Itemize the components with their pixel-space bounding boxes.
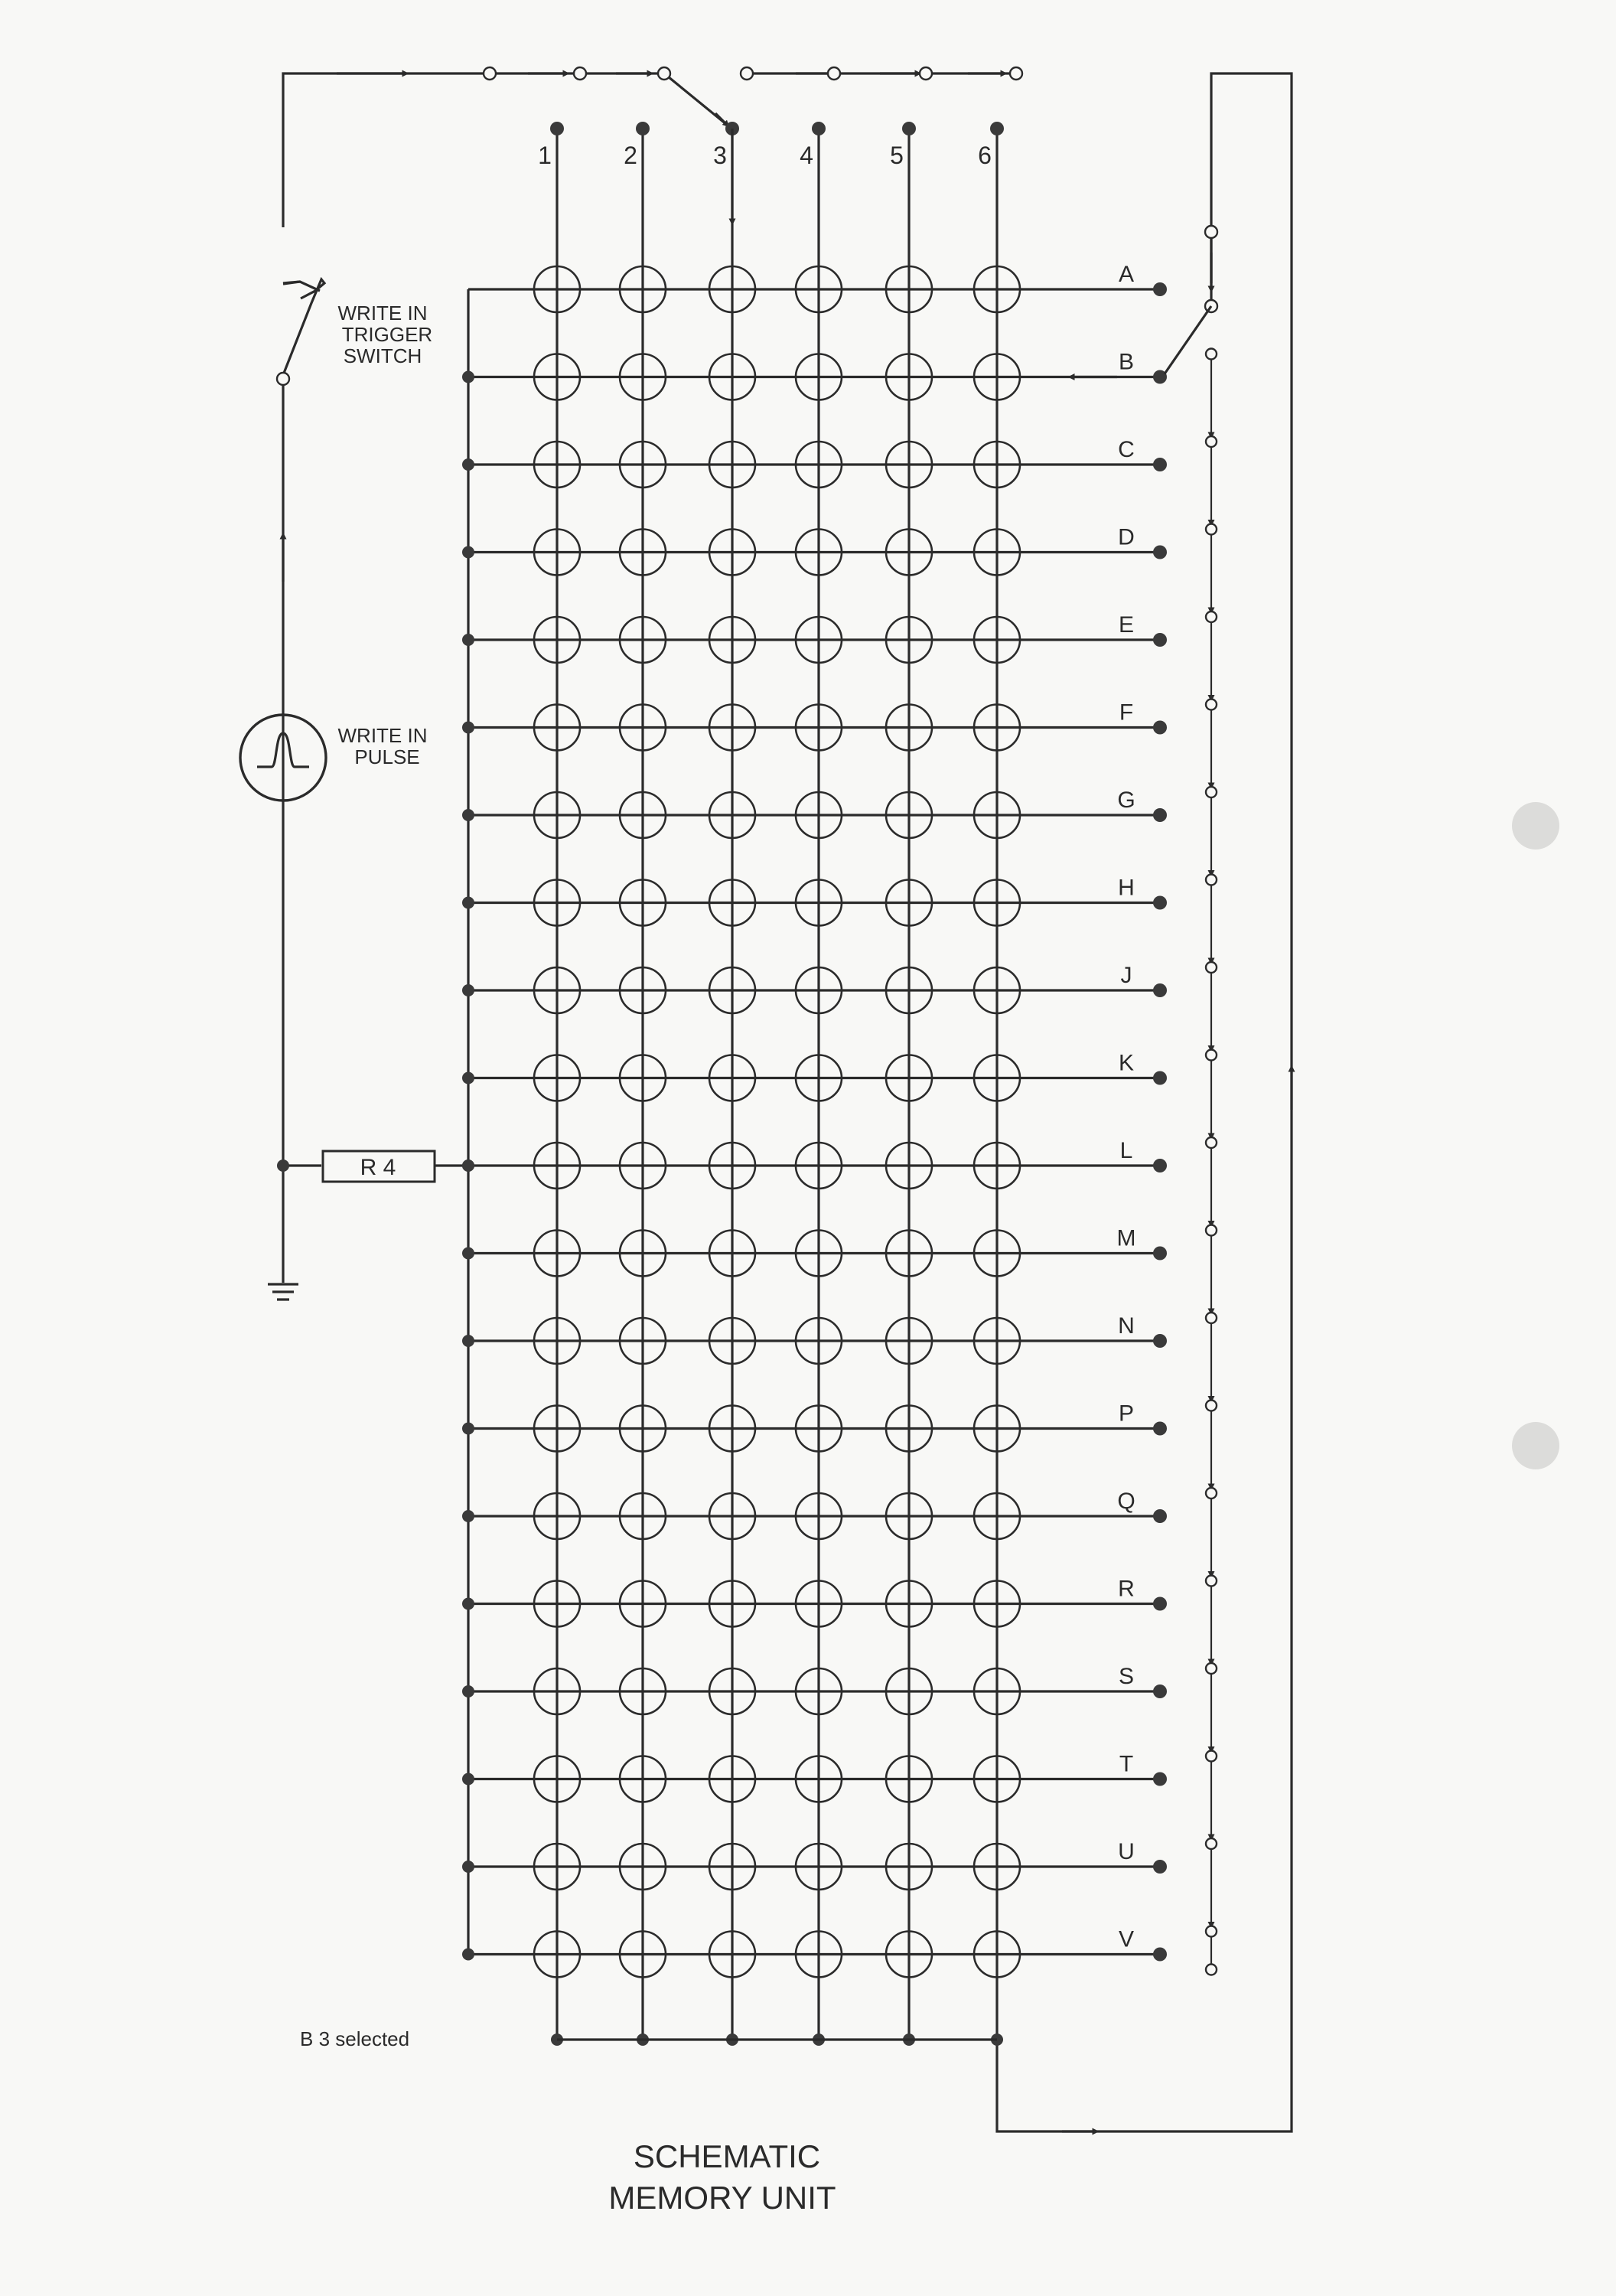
row-label-u: U bbox=[1118, 1839, 1135, 1864]
row-terminal-g bbox=[1153, 808, 1167, 822]
row-bus-junction-v bbox=[462, 1949, 474, 1961]
row-bus-junction-t bbox=[462, 1773, 474, 1786]
column-label-5: 5 bbox=[890, 142, 904, 169]
row-terminal-p bbox=[1153, 1422, 1167, 1436]
row-bus-junction-j bbox=[462, 984, 474, 996]
row-switch-contact-j bbox=[1206, 962, 1217, 973]
row-switch-contact-m bbox=[1206, 1225, 1217, 1236]
selection-note: B 3 selected bbox=[300, 2027, 410, 2050]
row-bus-junction-m bbox=[462, 1247, 474, 1260]
row-terminal-j bbox=[1153, 983, 1167, 997]
column-switch-contact-1 bbox=[484, 67, 496, 80]
resistor-label: R 4 bbox=[360, 1155, 396, 1180]
row-label-t: T bbox=[1119, 1751, 1134, 1777]
row-bus-junction-g bbox=[462, 809, 474, 821]
row-terminal-e bbox=[1153, 633, 1167, 647]
row-label-q: Q bbox=[1117, 1489, 1135, 1514]
row-bus-junction-p bbox=[462, 1423, 474, 1435]
row-terminal-l bbox=[1153, 1159, 1167, 1172]
row-switch-contact-u bbox=[1206, 1838, 1217, 1849]
column-labels bbox=[538, 142, 992, 169]
row-switch-contact-b bbox=[1206, 349, 1217, 360]
row-label-k: K bbox=[1118, 1050, 1135, 1076]
row-bus-junction-k bbox=[462, 1072, 474, 1084]
row-labels bbox=[1117, 262, 1136, 1952]
row-switch-contact-n bbox=[1206, 1313, 1217, 1323]
row-switch-contact-e bbox=[1206, 612, 1217, 622]
row-terminal-c bbox=[1153, 458, 1167, 471]
row-label-r: R bbox=[1118, 1576, 1135, 1602]
row-switch-contact-l bbox=[1206, 1137, 1217, 1148]
column-label-3: 3 bbox=[713, 142, 727, 169]
row-label-h: H bbox=[1118, 875, 1135, 901]
column-terminal-1 bbox=[550, 122, 564, 135]
row-label-n: N bbox=[1118, 1313, 1135, 1339]
row-switch-contact-r bbox=[1206, 1576, 1217, 1587]
row-label-j: J bbox=[1120, 963, 1132, 988]
row-switch-contact-g bbox=[1206, 787, 1217, 797]
row-label-s: S bbox=[1118, 1664, 1135, 1689]
row-label-a: A bbox=[1118, 262, 1135, 287]
trigger-switch-label-1: WRITE IN bbox=[337, 302, 428, 325]
column-label-1: 1 bbox=[538, 142, 552, 169]
row-terminal-f bbox=[1153, 721, 1167, 735]
row-switch-contact-c bbox=[1206, 436, 1217, 447]
row-switch-contact-s bbox=[1206, 1663, 1217, 1674]
row-bus-junction-r bbox=[462, 1598, 474, 1610]
row-switch-contact-t bbox=[1206, 1751, 1217, 1762]
row-terminal-k bbox=[1153, 1071, 1167, 1085]
r4-junction-left bbox=[277, 1159, 289, 1172]
row-bus-junction-f bbox=[462, 722, 474, 734]
pulse-label-1: WRITE IN bbox=[337, 724, 428, 747]
row-switch-contact-v bbox=[1206, 1926, 1217, 1937]
row-terminal-v bbox=[1153, 1948, 1167, 1962]
row-switch-contact-k bbox=[1206, 1050, 1217, 1061]
row-label-f: F bbox=[1119, 700, 1134, 726]
column-switch-contact-4 bbox=[741, 67, 753, 80]
column-switch-contact-6 bbox=[920, 67, 932, 80]
column-switch-contact-7 bbox=[1010, 67, 1022, 80]
row-terminal-q bbox=[1153, 1509, 1167, 1523]
row-switch-blade bbox=[1165, 306, 1211, 374]
row-label-e: E bbox=[1118, 612, 1135, 638]
row-bus-junction-n bbox=[462, 1335, 474, 1347]
row-switch-contact-d bbox=[1206, 524, 1217, 535]
column-terminal-2 bbox=[636, 122, 650, 135]
title-line-2: MEMORY UNIT bbox=[608, 2180, 836, 2216]
row-terminal-h bbox=[1153, 896, 1167, 910]
row-bus-junction-d bbox=[462, 546, 474, 559]
column-label-2: 2 bbox=[624, 142, 637, 169]
row-label-m: M bbox=[1116, 1225, 1136, 1251]
title-line-1: SCHEMATIC bbox=[633, 2138, 821, 2174]
column-terminal-6 bbox=[990, 122, 1004, 135]
column-label-6: 6 bbox=[978, 142, 992, 169]
core-array bbox=[534, 266, 1020, 1978]
row-label-c: C bbox=[1118, 437, 1135, 462]
row-bus-junction-s bbox=[462, 1685, 474, 1698]
column-terminal-5 bbox=[902, 122, 916, 135]
row-bus-junction-h bbox=[462, 897, 474, 909]
pulse-label-2: PULSE bbox=[354, 745, 420, 768]
row-terminal-u bbox=[1153, 1860, 1167, 1874]
row-terminal-a bbox=[1153, 282, 1167, 296]
row-label-b: B bbox=[1118, 349, 1135, 375]
row-switch-contact-top bbox=[1205, 226, 1217, 238]
row-switch-contact-h bbox=[1206, 875, 1217, 885]
column-switch-contact-5 bbox=[828, 67, 840, 80]
row-bus-junction-b bbox=[462, 371, 474, 383]
row-terminal-t bbox=[1153, 1773, 1167, 1786]
static-wiring bbox=[240, 73, 1292, 2131]
trigger-switch-contact bbox=[277, 373, 289, 385]
row-switch-contact-f bbox=[1206, 700, 1217, 710]
row-switch-contact-end bbox=[1206, 1965, 1217, 1975]
row-label-l: L bbox=[1119, 1138, 1133, 1163]
row-terminal-n bbox=[1153, 1334, 1167, 1348]
r4-junction-right bbox=[462, 1159, 474, 1172]
row-switch-contact-q bbox=[1206, 1488, 1217, 1499]
row-terminal-m bbox=[1153, 1247, 1167, 1261]
row-label-g: G bbox=[1117, 788, 1135, 813]
trigger-switch-label-3: SWITCH bbox=[343, 344, 422, 367]
row-terminal-r bbox=[1153, 1597, 1167, 1611]
row-bus-junction-u bbox=[462, 1861, 474, 1873]
row-switch-contact-p bbox=[1206, 1401, 1217, 1411]
trigger-switch-label-2: TRIGGER bbox=[341, 323, 433, 346]
row-label-p: P bbox=[1118, 1401, 1135, 1427]
row-terminal-d bbox=[1153, 546, 1167, 559]
column-switch-contact-2 bbox=[574, 67, 586, 80]
row-bus-junction-q bbox=[462, 1510, 474, 1522]
row-label-d: D bbox=[1118, 524, 1135, 550]
row-bus-junction-e bbox=[462, 634, 474, 646]
row-label-v: V bbox=[1118, 1926, 1135, 1952]
column-switch-contact-3 bbox=[658, 67, 670, 80]
column-terminal-4 bbox=[812, 122, 826, 135]
row-bus-junction-c bbox=[462, 458, 474, 471]
column-label-4: 4 bbox=[800, 142, 813, 169]
row-terminal-s bbox=[1153, 1684, 1167, 1698]
